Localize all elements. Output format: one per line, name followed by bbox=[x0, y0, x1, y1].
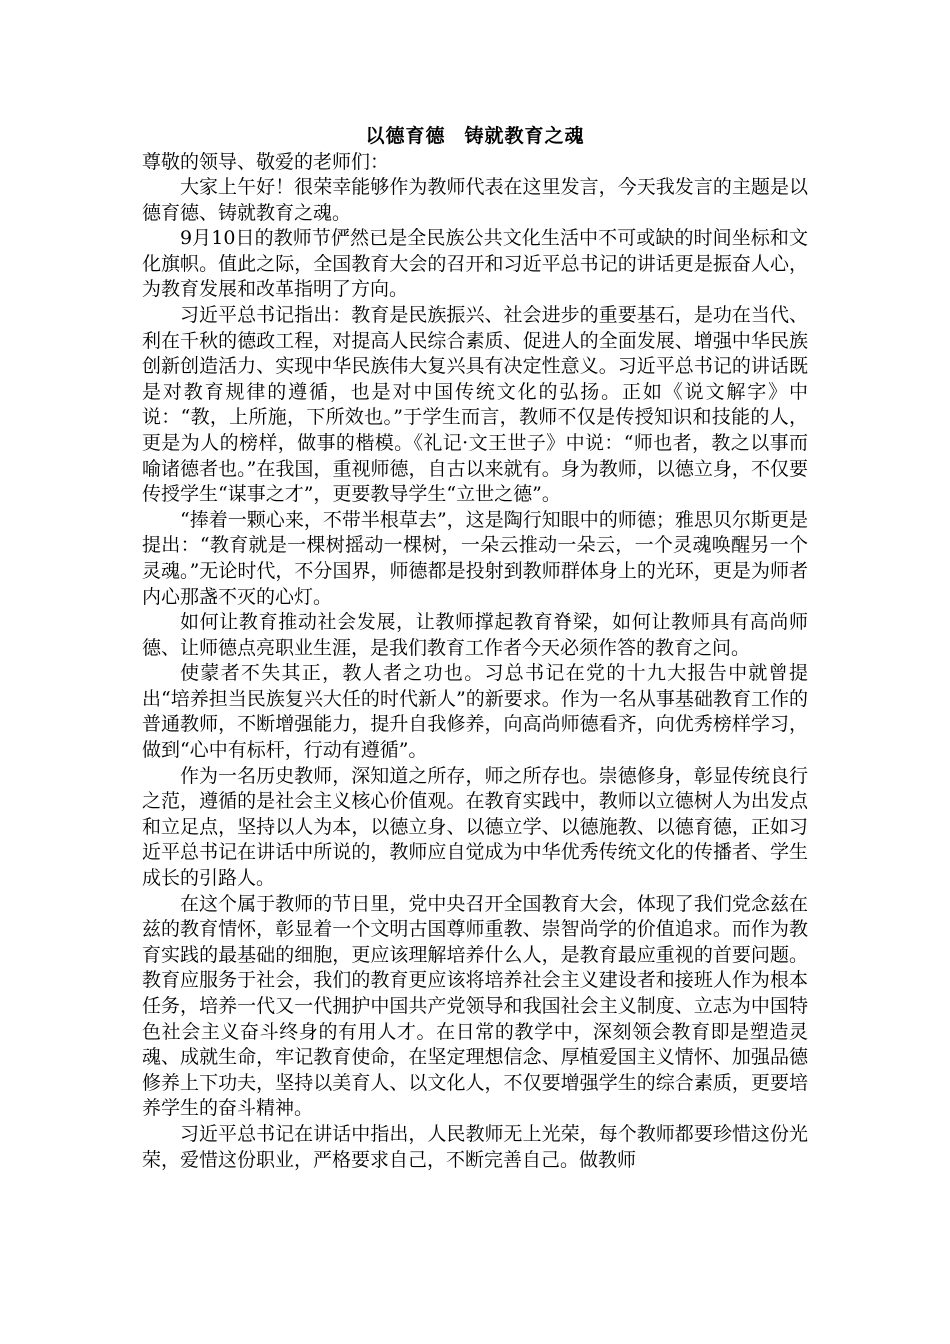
paragraph-7: 作为一名历史教师，深知道之所存，师之所存也。崇德修身，彰显传统良行之范，遵循的是社会主义核心价值观。在教育实践中，教师以立德树人为出发点和立足点，坚持以人为本，以德立身、以德立学、以德施教、以德育德，正如习近平总书记在讲话中所说的，教师应自觉成为中华优秀传统文化的传播者、学生成长的引路人。 bbox=[142, 764, 808, 890]
paragraph-3: 习近平总书记指出：教育是民族振兴、社会进步的重要基石，是功在当代、利在千秋的德政工程，对提高人民综合素质、促进人的全面发展、增强中华民族创新创造活力、实现中华民族伟大复兴具有决定性意义。习近平总书记的讲话既是对教育规律的遵循，也是对中国传统文化的弘扬。正如《说文解字》中说：“教，上所施，下所效也。”于学生而言，教师不仅是传授知识和技能的人，更是为人的榜样，做事的楷模。《礼记·文王世子》中说：“师也者，教之以事而喻诸德者也。”在我国，重视师德，自古以来就有。身为教师，以德立身，不仅要传授学生“谋事之才”，更要教导学生“立世之德”。 bbox=[142, 303, 808, 506]
paragraph-6: 使蒙者不失其正，教人者之功也。习总书记在党的十九大报告中就曾提出“培养担当民族复兴大任的时代新人”的新要求。作为一名从事基础教育工作的普通教师，不断增强能力，提升自我修养，向高尚师德看齐，向优秀榜样学习，做到“心中有标杆，行动有遵循”。 bbox=[142, 662, 808, 762]
paragraph-2: 9月10日的教师节俨然已是全民族公共文化生活中不可或缺的时间坐标和文化旗帜。值此之际，全国教育大会的召开和习近平总书记的讲话更是振奋人心，为教育发展和改革指明了方向。 bbox=[142, 227, 808, 301]
paragraph-4: “捧着一颗心来，不带半根草去”，这是陶行知眼中的师德；雅思贝尔斯更是提出：“教育就是一棵树摇动一棵树，一朵云推动一朵云，一个灵魂唤醒另一个灵魂。”无论时代，不分国界，师德都是投射到教师群体身上的光环，更是为师者内心那盏不灭的心灯。 bbox=[142, 508, 808, 608]
title-part-2: 铸就教育之魂 bbox=[464, 125, 585, 147]
paragraph-8: 在这个属于教师的节日里，党中央召开全国教育大会，体现了我们党念兹在兹的教育情怀，彰显着一个文明古国尊师重教、崇智尚学的价值追求。而作为教育实践的最基础的细胞，更应该理解培养什么人，是教育最应重视的首要问题。教育应服务于社会，我们的教育更应该将培养社会主义建设者和接班人作为根本任务，培养一代又一代拥护中国共产党领导和我国社会主义制度、立志为中国特色社会主义奋斗终身的有用人才。在日常的教学中，深刻领会教育即是塑造灵魂、成就生命，牢记教育使命，在坚定理想信念、厚植爱国主义情怀、加强品德修养上下功夫，坚持以美育人、以文化人，不仅要增强学生的综合素质，更要培养学生的奋斗精神。 bbox=[142, 892, 808, 1120]
document-title bbox=[142, 122, 808, 150]
paragraph-9: 习近平总书记在讲话中指出，人民教师无上光荣，每个教师都要珍惜这份光荣，爱惜这份职业，严格要求自己，不断完善自己。做教师 bbox=[142, 1122, 808, 1171]
greeting: 尊敬的领导、敬爱的老师们： bbox=[142, 151, 390, 173]
document-page bbox=[142, 122, 808, 1173]
title-part-1: 以德育德 bbox=[365, 125, 446, 147]
paragraph-1: 大家上午好！很荣幸能够作为教师代表在这里发言，今天我发言的主题是以德育德、铸就教育之魂。 bbox=[142, 176, 808, 224]
paragraph-5: 如何让教育推动社会发展，让教师撑起教育脊梁，如何让教师具有高尚师德、让师德点亮职业生涯，是我们教育工作者今天必须作答的教育之问。 bbox=[142, 611, 808, 659]
